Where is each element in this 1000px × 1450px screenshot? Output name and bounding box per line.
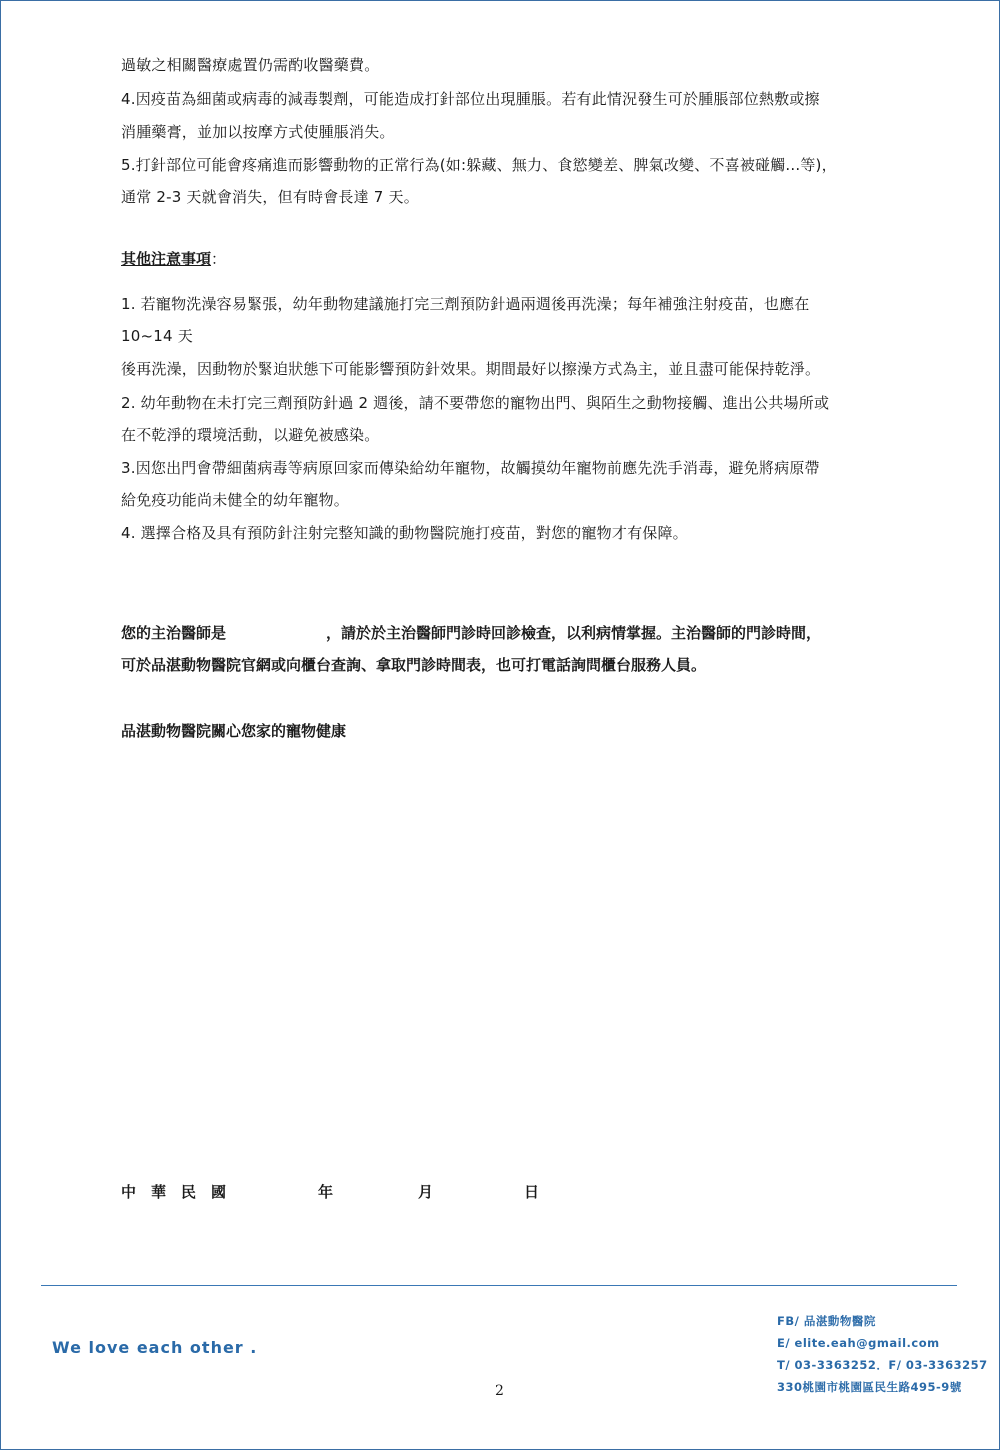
note-line: 給免疫功能尚未健全的幼年寵物。 [121, 491, 350, 509]
page-number: 2 [495, 1383, 504, 1399]
doctor-notice-suffix: ，請於於主治醫師門診時回診檢查，以利病情掌握。主治醫師的門診時間， [326, 624, 822, 642]
footer-facebook: FB/ 品湛動物醫院 [777, 1314, 876, 1328]
body-line: 消腫藥膏，並加以按摩方式使腫脹消失。 [121, 123, 395, 141]
note-line: 2. 幼年動物在未打完三劑預防針過 2 週後，請不要帶您的寵物出門、與陌生之動物接觸、進出公共場所或 [121, 394, 830, 412]
heading-colon: ： [211, 250, 227, 268]
footer-email: E/ elite.eah@gmail.com [777, 1336, 940, 1350]
body-line: 5.打針部位可能會疼痛進而影響動物的正常行為(如:躲藏、無力、食慾變差、脾氣改變、不喜被碰觸...等)， [121, 156, 837, 174]
footer-divider [41, 1285, 957, 1286]
footer-slogan: We love each other . [52, 1338, 258, 1357]
date-month-label: 月 [418, 1183, 434, 1201]
doctor-notice-line1 [121, 623, 821, 643]
note-line: 3.因您出門會帶細菌病毒等病原回家而傳染給幼年寵物，故觸摸幼年寵物前應先洗手消毒，避免將病原帶 [121, 459, 820, 477]
date-year-label: 年 [318, 1183, 334, 1201]
note-line: 1. 若寵物洗澡容易緊張，幼年動物建議施打完三劑預防針過兩週後再洗澡；每年補強注射疫苗，也應在 [121, 295, 810, 313]
note-line: 在不乾淨的環境活動，以避免被感染。 [121, 426, 380, 444]
other-notes-heading [121, 249, 226, 269]
body-line: 4.因疫苗為細菌或病毒的減毒製劑，可能造成打針部位出現腫脹。若有此情況發生可於腫脹部位熱敷或擦 [121, 90, 820, 108]
date-era: 中 華 民 國 [121, 1183, 227, 1201]
body-line: 通常 2-3 天就會消失，但有時會長達 7 天。 [121, 188, 419, 206]
date-day-label: 日 [524, 1183, 540, 1201]
note-line: 10~14 天 [121, 327, 193, 345]
note-line: 後再洗澡，因動物於緊迫狀態下可能影響預防針效果。期間最好以擦澡方式為主，並且盡可能保持乾淨。 [121, 360, 821, 378]
footer-phone: T/ 03-3363252．F/ 03-3363257 [777, 1358, 988, 1372]
footer-address: 330桃園市桃園區民生路495-9號 [777, 1380, 962, 1394]
body-line: 過敏之相關醫療處置仍需酌收醫藥費。 [121, 56, 380, 74]
doctor-notice-line2: 可於品湛動物醫院官網或向櫃台查詢、拿取門診時間表，也可打電話詢問櫃台服務人員。 [121, 656, 707, 674]
note-line: 4. 選擇合格及具有預防針注射完整知識的動物醫院施打疫苗，對您的寵物才有保障。 [121, 524, 688, 542]
doctor-notice-prefix: 您的主治醫師是 [121, 624, 227, 642]
other-notes-heading-text: 其他注意事項 [121, 250, 212, 268]
closing-line: 品湛動物醫院關心您家的寵物健康 [121, 722, 347, 740]
